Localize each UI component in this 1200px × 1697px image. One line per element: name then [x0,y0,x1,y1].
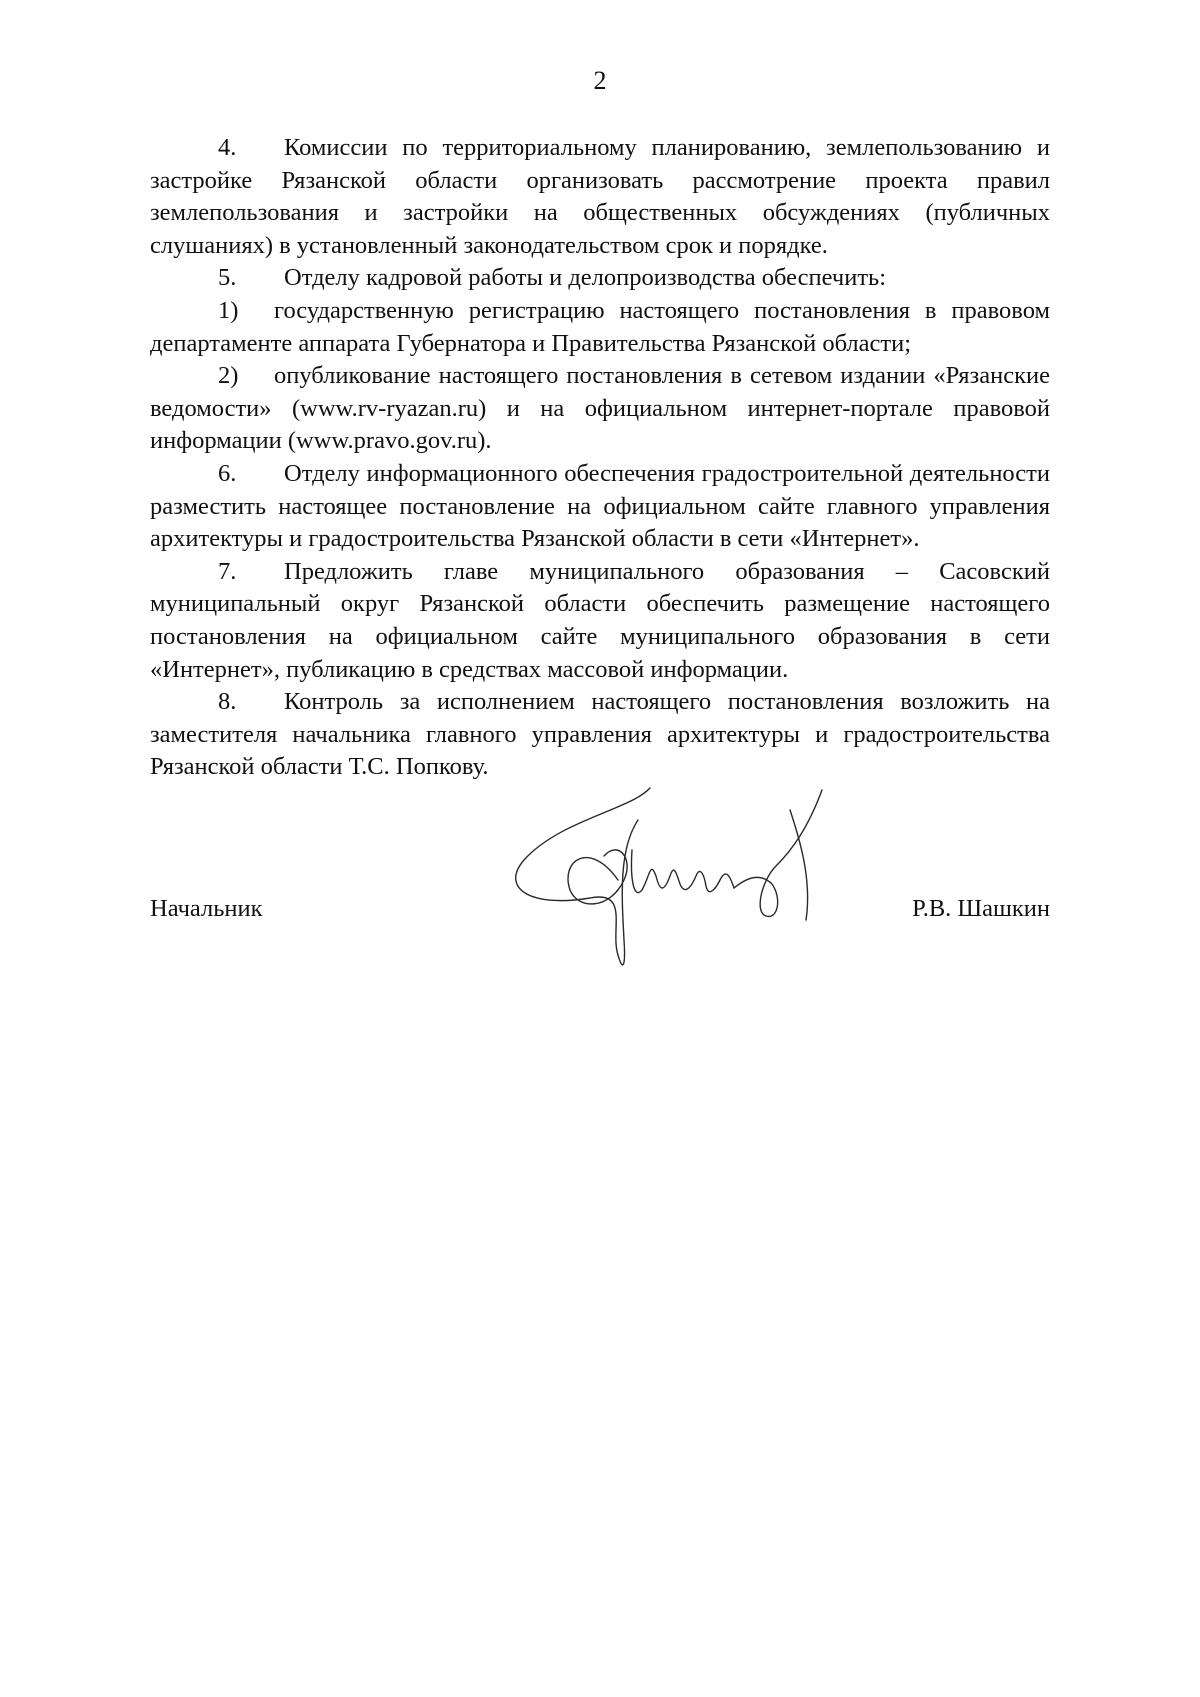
paragraph-number: 6. [218,459,237,487]
paragraph-text: Отделу информационного обеспечения градостроительной деятельности разместить настоящее постановление на официальном сайте главного управления архитектуры и градостроительства Рязанской области в сети «Интернет». [150,459,1050,553]
paragraph-text: государственную регистрацию настоящего постановления в правовом департаменте аппарата Губернатора и Правительства Рязанской области; [150,296,1050,357]
paragraph-text: Предложить главе муниципального образования – Сасовский муниципальный округ Рязанской области обеспечить размещение настоящего постановления на официальном сайте муниципального образования в сети «Интернет», публикацию в средствах массовой информации. [150,557,1050,683]
paragraph-6 [150,458,1050,556]
page-number: 2 [593,66,607,95]
paragraph-4 [150,132,1050,262]
paragraph-text: опубликование настоящего постановления в сетевом издании «Рязанские ведомости» (www.rv-ryazan.ru) и на официальном интернет-портале правовой информации (www.pravo.gov.ru). [150,362,1050,455]
subparagraph-number: 2) [218,362,239,390]
paragraph-text: Контроль за исполнением настоящего постановления возложить на заместителя начальника главного управления архитектуры и градостроительства Рязанской области Т.С. Попкову. [150,688,1050,781]
signer-name: Р.В. Шашкин [912,895,1050,922]
paragraph-5 [150,262,1050,295]
paragraph-number: 4. [218,134,237,161]
paragraph-number: 8. [218,688,237,716]
subparagraph-number: 1) [218,296,239,324]
paragraph-number: 5. [218,264,237,292]
paragraph-number: 7. [218,557,237,585]
subparagraph-2 [150,360,1050,458]
paragraph-7 [150,556,1050,686]
paragraph-8 [150,686,1050,784]
subparagraph-1 [150,295,1050,360]
signer-position: Начальник [150,895,263,922]
paragraph-text: Отделу кадровой работы и делопроизводства обеспечить: [284,264,887,292]
document-body [150,132,1050,784]
handwritten-signature [500,780,880,980]
paragraph-text: Комиссии по территориальному планированию, землепользованию и застройке Рязанской области организовать рассмотрение проекта правил землепользования и застройки на общественных обсуждениях (публичных слушаниях) в установленный законодательством срок и порядке. [150,134,1050,259]
signature-block [150,893,1050,925]
